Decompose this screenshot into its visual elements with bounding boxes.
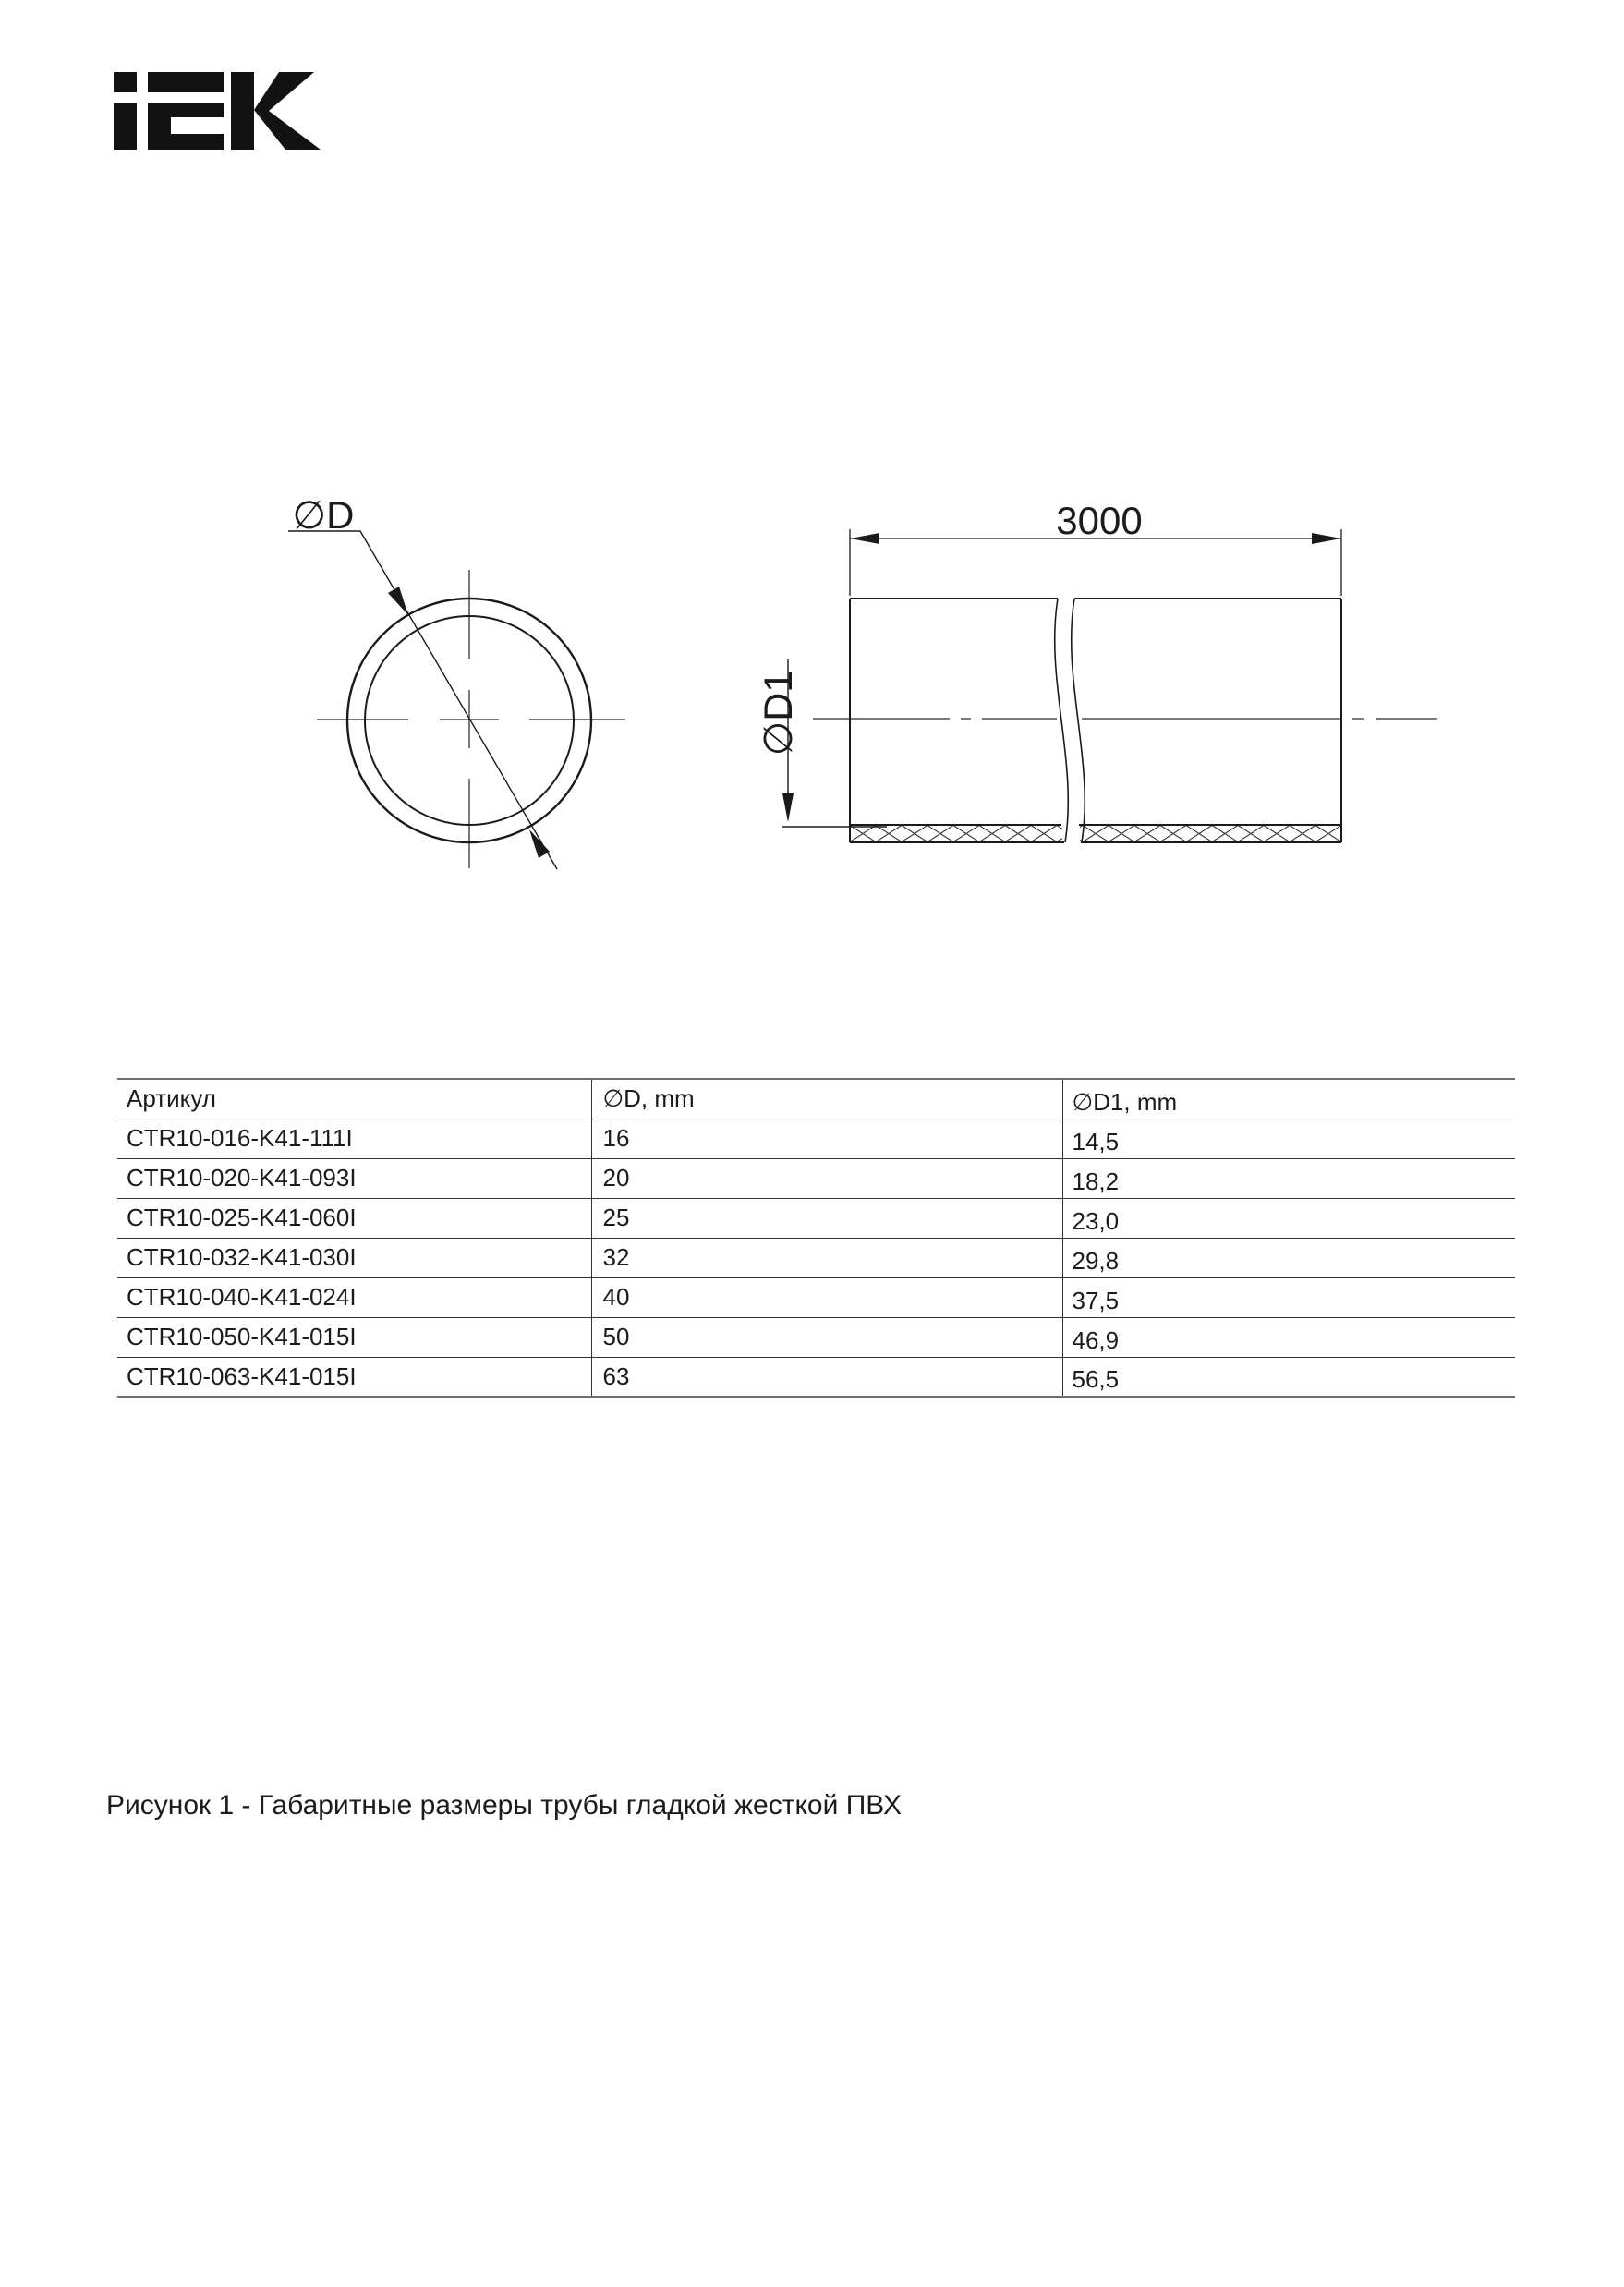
table-header-row bbox=[117, 1079, 1515, 1119]
cell-d: 25 bbox=[591, 1198, 1062, 1238]
length-value: 3000 bbox=[1056, 499, 1143, 542]
cell-d: 50 bbox=[591, 1317, 1062, 1357]
wall-hatch bbox=[850, 826, 1062, 841]
header-inner-diameter: ∅D1, mm bbox=[1072, 1087, 1178, 1116]
cell-d1: 56,5 bbox=[1072, 1365, 1120, 1394]
figure-caption: Рисунок 1 - Габаритные размеры трубы гладкой жесткой ПВХ bbox=[106, 1790, 902, 1821]
outer-diameter-label: ∅D bbox=[292, 493, 355, 537]
arrowhead bbox=[782, 793, 794, 822]
cell-d1: 37,5 bbox=[1072, 1286, 1120, 1314]
cell-d: 40 bbox=[591, 1277, 1062, 1317]
cell-article: CTR10-050-K41-015I bbox=[117, 1317, 591, 1357]
cell-d1: 46,9 bbox=[1072, 1325, 1120, 1354]
header-outer-diameter: ∅D, mm bbox=[591, 1079, 1062, 1119]
break-lines bbox=[1055, 599, 1085, 842]
length-dimension bbox=[850, 499, 1341, 596]
cell-article: CTR10-032-K41-030I bbox=[117, 1238, 591, 1277]
table-row bbox=[117, 1277, 1515, 1317]
cell-article: CTR10-040-K41-024I bbox=[117, 1277, 591, 1317]
table-row bbox=[117, 1119, 1515, 1158]
cell-d: 20 bbox=[591, 1158, 1062, 1198]
arrowhead bbox=[388, 587, 408, 615]
cell-d1: 14,5 bbox=[1072, 1127, 1120, 1156]
arrowhead bbox=[1312, 533, 1341, 544]
table-row bbox=[117, 1317, 1515, 1357]
pipe-cross-section-drawing bbox=[288, 493, 625, 869]
wall-hatch bbox=[1080, 826, 1341, 841]
cell-d1: 29,8 bbox=[1072, 1246, 1120, 1275]
cell-article: CTR10-063-K41-015I bbox=[117, 1357, 591, 1397]
table-row bbox=[117, 1357, 1515, 1397]
arrowhead bbox=[850, 533, 879, 544]
arrowhead bbox=[529, 829, 550, 858]
cell-d: 63 bbox=[591, 1357, 1062, 1397]
cell-d1: 23,0 bbox=[1072, 1206, 1120, 1235]
cell-d1: 18,2 bbox=[1072, 1167, 1120, 1195]
cell-article: CTR10-016-K41-111I bbox=[117, 1119, 591, 1158]
pipe-side-view-drawing bbox=[757, 499, 1437, 842]
table-row bbox=[117, 1198, 1515, 1238]
inner-diameter-dimension bbox=[757, 659, 887, 827]
dimensions-table bbox=[117, 1078, 1515, 1398]
cell-article: CTR10-020-K41-093I bbox=[117, 1158, 591, 1198]
cell-article: CTR10-025-K41-060I bbox=[117, 1198, 591, 1238]
table-row bbox=[117, 1238, 1515, 1277]
diameter-leader-line bbox=[288, 531, 557, 869]
inner-diameter-label: ∅D1 bbox=[757, 670, 801, 756]
technical-drawing bbox=[0, 0, 1624, 924]
iek-logo-icon bbox=[114, 72, 321, 150]
cell-d: 32 bbox=[591, 1238, 1062, 1277]
centerlines bbox=[317, 570, 625, 868]
cell-d: 16 bbox=[591, 1119, 1062, 1158]
header-article: Артикул bbox=[117, 1079, 591, 1119]
table-row bbox=[117, 1158, 1515, 1198]
